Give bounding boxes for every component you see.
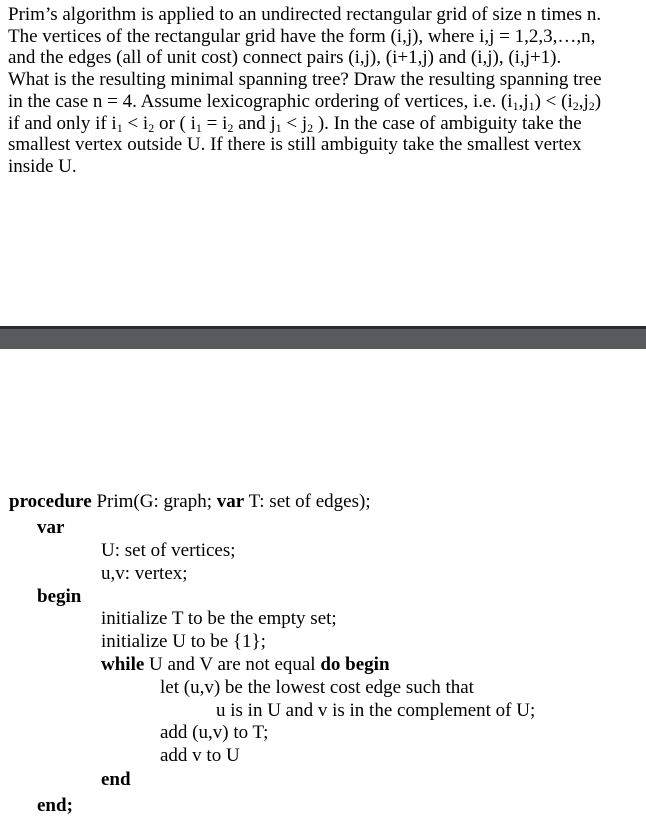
- begin-keyword: begin: [37, 586, 82, 607]
- statement-line: initialize U to be {1};: [101, 631, 266, 652]
- declaration-line: u,v: vertex;: [101, 563, 188, 584]
- problem-line: smallest vertex outside U. If there is still ambiguity take the smallest vertex: [8, 134, 582, 156]
- problem-line: in the case n = 4. Assume lexicographic ordering of vertices, i.e. $(i_1,j_1) < (i_2,j_2)$: [8, 90, 602, 113]
- end-keyword: end: [101, 769, 131, 790]
- problem-line: Prim’s algorithm is applied to an undirected rectangular grid of size n times n.: [8, 4, 602, 25]
- problem-line: if and only if $i_1 < i_2$ or ( $i_1 = i_2$ and $j_1 < j_2$ ). In the case of ambiguity take the: [8, 112, 582, 135]
- statement-line: initialize T to be the empty set;: [101, 608, 337, 629]
- loop-body-line: add v to U: [160, 745, 240, 766]
- declaration-line: U: set of vertices;: [101, 540, 236, 561]
- problem-line: inside U.: [8, 155, 77, 177]
- var-keyword: var: [37, 517, 65, 538]
- loop-body-line: add (u,v) to T;: [160, 722, 269, 743]
- problem-line: and the edges (all of unit cost) connect pairs (i,j), (i+1,j) and (i,j), (i,j+1).: [8, 47, 562, 69]
- procedure-header: procedure Prim(G: graph; var T: set of edges);: [9, 491, 371, 512]
- while-line: while U and V are not equal do begin: [101, 654, 390, 675]
- loop-body-line: let (u,v) be the lowest cost edge such that: [160, 677, 474, 698]
- problem-line: What is the resulting minimal spanning tree? Draw the resulting spanning tree: [8, 69, 602, 91]
- loop-body-line: u is in U and v is in the complement of U;: [216, 700, 536, 721]
- problem-line: The vertices of the rectangular grid have the form (i,j), where i,j = 1,2,3,…,n,: [8, 25, 596, 47]
- end-final-keyword: end;: [37, 795, 73, 816]
